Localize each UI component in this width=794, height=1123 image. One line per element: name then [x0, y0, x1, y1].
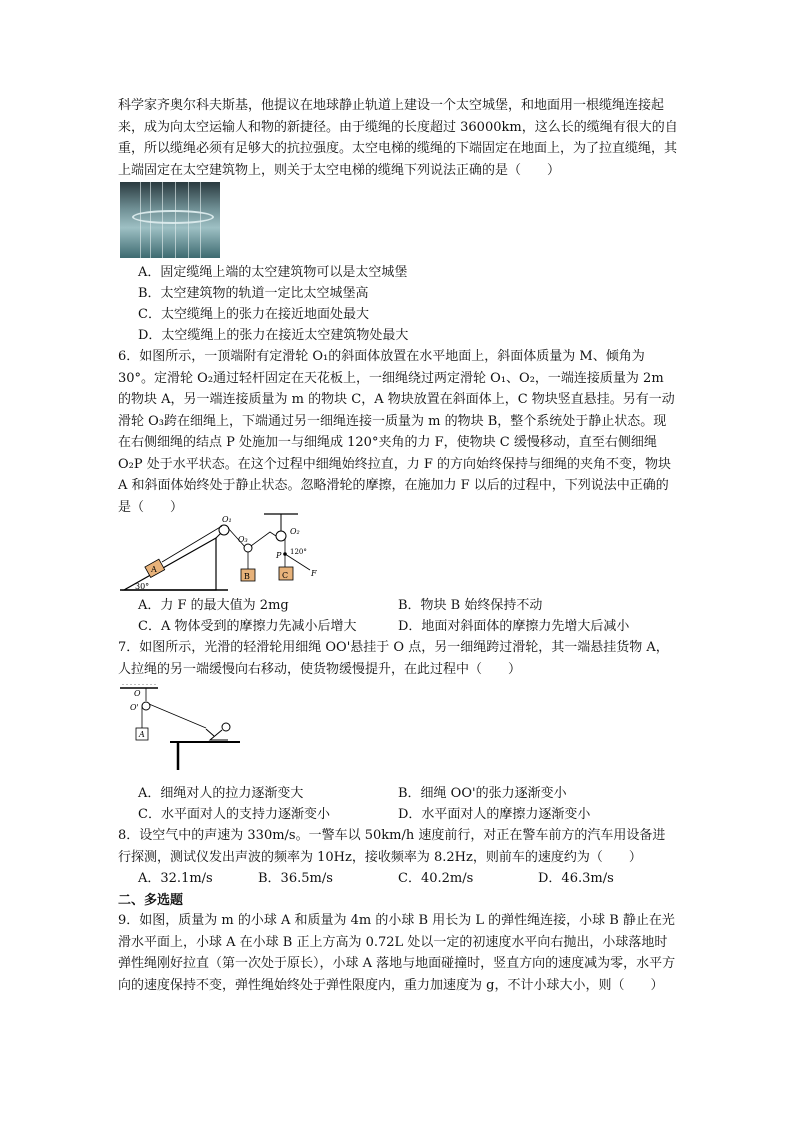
q7-stem: 7．如图所示，光滑的轻滑轮用细绳 OO'悬挂于 O 点，另一细绳跨过滑轮，其一端悬挂货物 A，人拉绳的另一端缓慢向右移动，使货物缓慢提升，在此过程中（ ） [118, 640, 669, 677]
q6-option-b: B．物块 B 始终保持不动 [398, 598, 543, 613]
q7-pulley-figure [118, 684, 243, 772]
q7-option-d: D．水平面对人的摩擦力逐渐变小 [398, 807, 591, 822]
block-a-label: A [151, 565, 157, 574]
block-c-label: C [282, 571, 289, 580]
o2-label: O₂ [290, 527, 300, 536]
angle-30-label: 30° [135, 582, 150, 591]
q7-option-a: A．细绳对人的拉力逐渐变大 [138, 786, 304, 801]
p-label: P [276, 551, 282, 560]
q9-stem: 9．如图，质量为 m 的小球 A 和质量为 4m 的小球 B 用长为 L 的弹性绳连接，小球 B 静止在光滑水平面上，小球 A 在小球 B 正上方高为 0.72L 处以一定的初速度水平向右抛出，小球落地时弹性绳刚好拉直（第一次处于原长），小球 A 落地与地面碰撞时，竖直方向的速度减为零，水平方向的速度保持不变，弹性绳始终处于弹性限度内，重力加速度为 g，不计小球大小，则（ ） [118, 913, 676, 993]
q7-option-b: B．细绳 OO'的张力逐渐变小 [398, 786, 567, 801]
q6-option-a: A．力 F 的最大值为 2mg [138, 598, 289, 613]
space-city-photo [120, 182, 220, 258]
q7-option-c: C．水平面对人的支持力逐渐变小 [138, 807, 330, 822]
cargo-a-label: A [139, 730, 145, 739]
q6-option-c: C．A 物体受到的摩擦力先减小后增大 [138, 619, 357, 634]
q5-option-c: C．太空缆绳上的张力在接近地面处最大 [138, 307, 369, 322]
o-point-label: O [134, 689, 141, 698]
block-b-label: B [244, 572, 250, 581]
q5-option-d: D．太空缆绳上的张力在接近太空建筑物处最大 [138, 328, 409, 343]
o3-label: O₃ [238, 535, 248, 544]
q5-option-a: A．固定缆绳上端的太空建筑物可以是太空城堡 [138, 265, 408, 280]
q8-option-a: A．32.1m/s [138, 871, 213, 886]
q8-stem: 8．设空气中的声速为 330m/s。一警车以 50km/h 速度前行，对正在警车前方的汽车用设备进行探测，测试仪发出声波的频率为 10Hz，接收频率为 8.2Hz，则前车的速度约为（ ） [118, 828, 666, 865]
f-label: F [311, 569, 317, 578]
q5-stem: 科学家齐奥尔科夫斯基，他提议在地球静止轨道上建设一个太空城堡，和地面用一根缆绳连接起来，成为向太空运输人和物的新捷径。由于缆绳的长度超过 36000km，这么长的缆绳有很大的自重，所以缆绳必须有足够大的抗拉强度。太空电梯的缆绳的下端固定在地面上，为了拉直缆绳，其上端固定在太空建筑物上，则关于太空电梯的缆绳下列说法正确的是（ ） [118, 98, 678, 178]
q8-option-b: B．36.5m/s [258, 871, 333, 886]
section-heading-multi-choice: 二、多选题 [118, 893, 184, 908]
angle-120-label: 120° [290, 548, 307, 556]
q6-stem: 6．如图所示，一顶端附有定滑轮 O₁的斜面体放置在水平地面上，斜面体质量为 M、倾角为 30°。定滑轮 O₂通过轻杆固定在天花板上，一细绳绕过两定滑轮 O₁、O₂，一端连接质量为 2m 的物块 A，另一端连接质量为 m 的物块 C，A 物块放置在斜面体上，C 物块竖直悬挂。另有一动滑轮 O₃跨在细绳上，下端通过另一细绳连接一质量为 m 的物块 B，整个系统处于静止状态。现在右侧细绳的结点 P 处施加一与细绳成 120°夹角的力 F，使物块 C 缓慢移动，直至右侧细绳 O₂P 处于水平状态。在这个过程中细绳始终拉直，力 F 的方向始终保持与细绳的夹角不变，物块 A 和斜面体始终处于静止状态。忽略滑轮的摩擦，在施加力 F 以后的过程中，下列说法中正确的是（ ） [118, 349, 675, 515]
o1-label: O₁ [222, 515, 232, 524]
q5-option-b: B．太空建筑物的轨道一定比太空城堡高 [138, 286, 369, 301]
q6-option-d: D．地面对斜面体的摩擦力先增大后减小 [398, 619, 630, 634]
q8-option-d: D．46.3m/s [538, 871, 614, 886]
o-prime-label: O' [130, 703, 139, 712]
q6-pulley-figure [118, 512, 340, 592]
q8-option-c: C．40.2m/s [398, 871, 474, 886]
